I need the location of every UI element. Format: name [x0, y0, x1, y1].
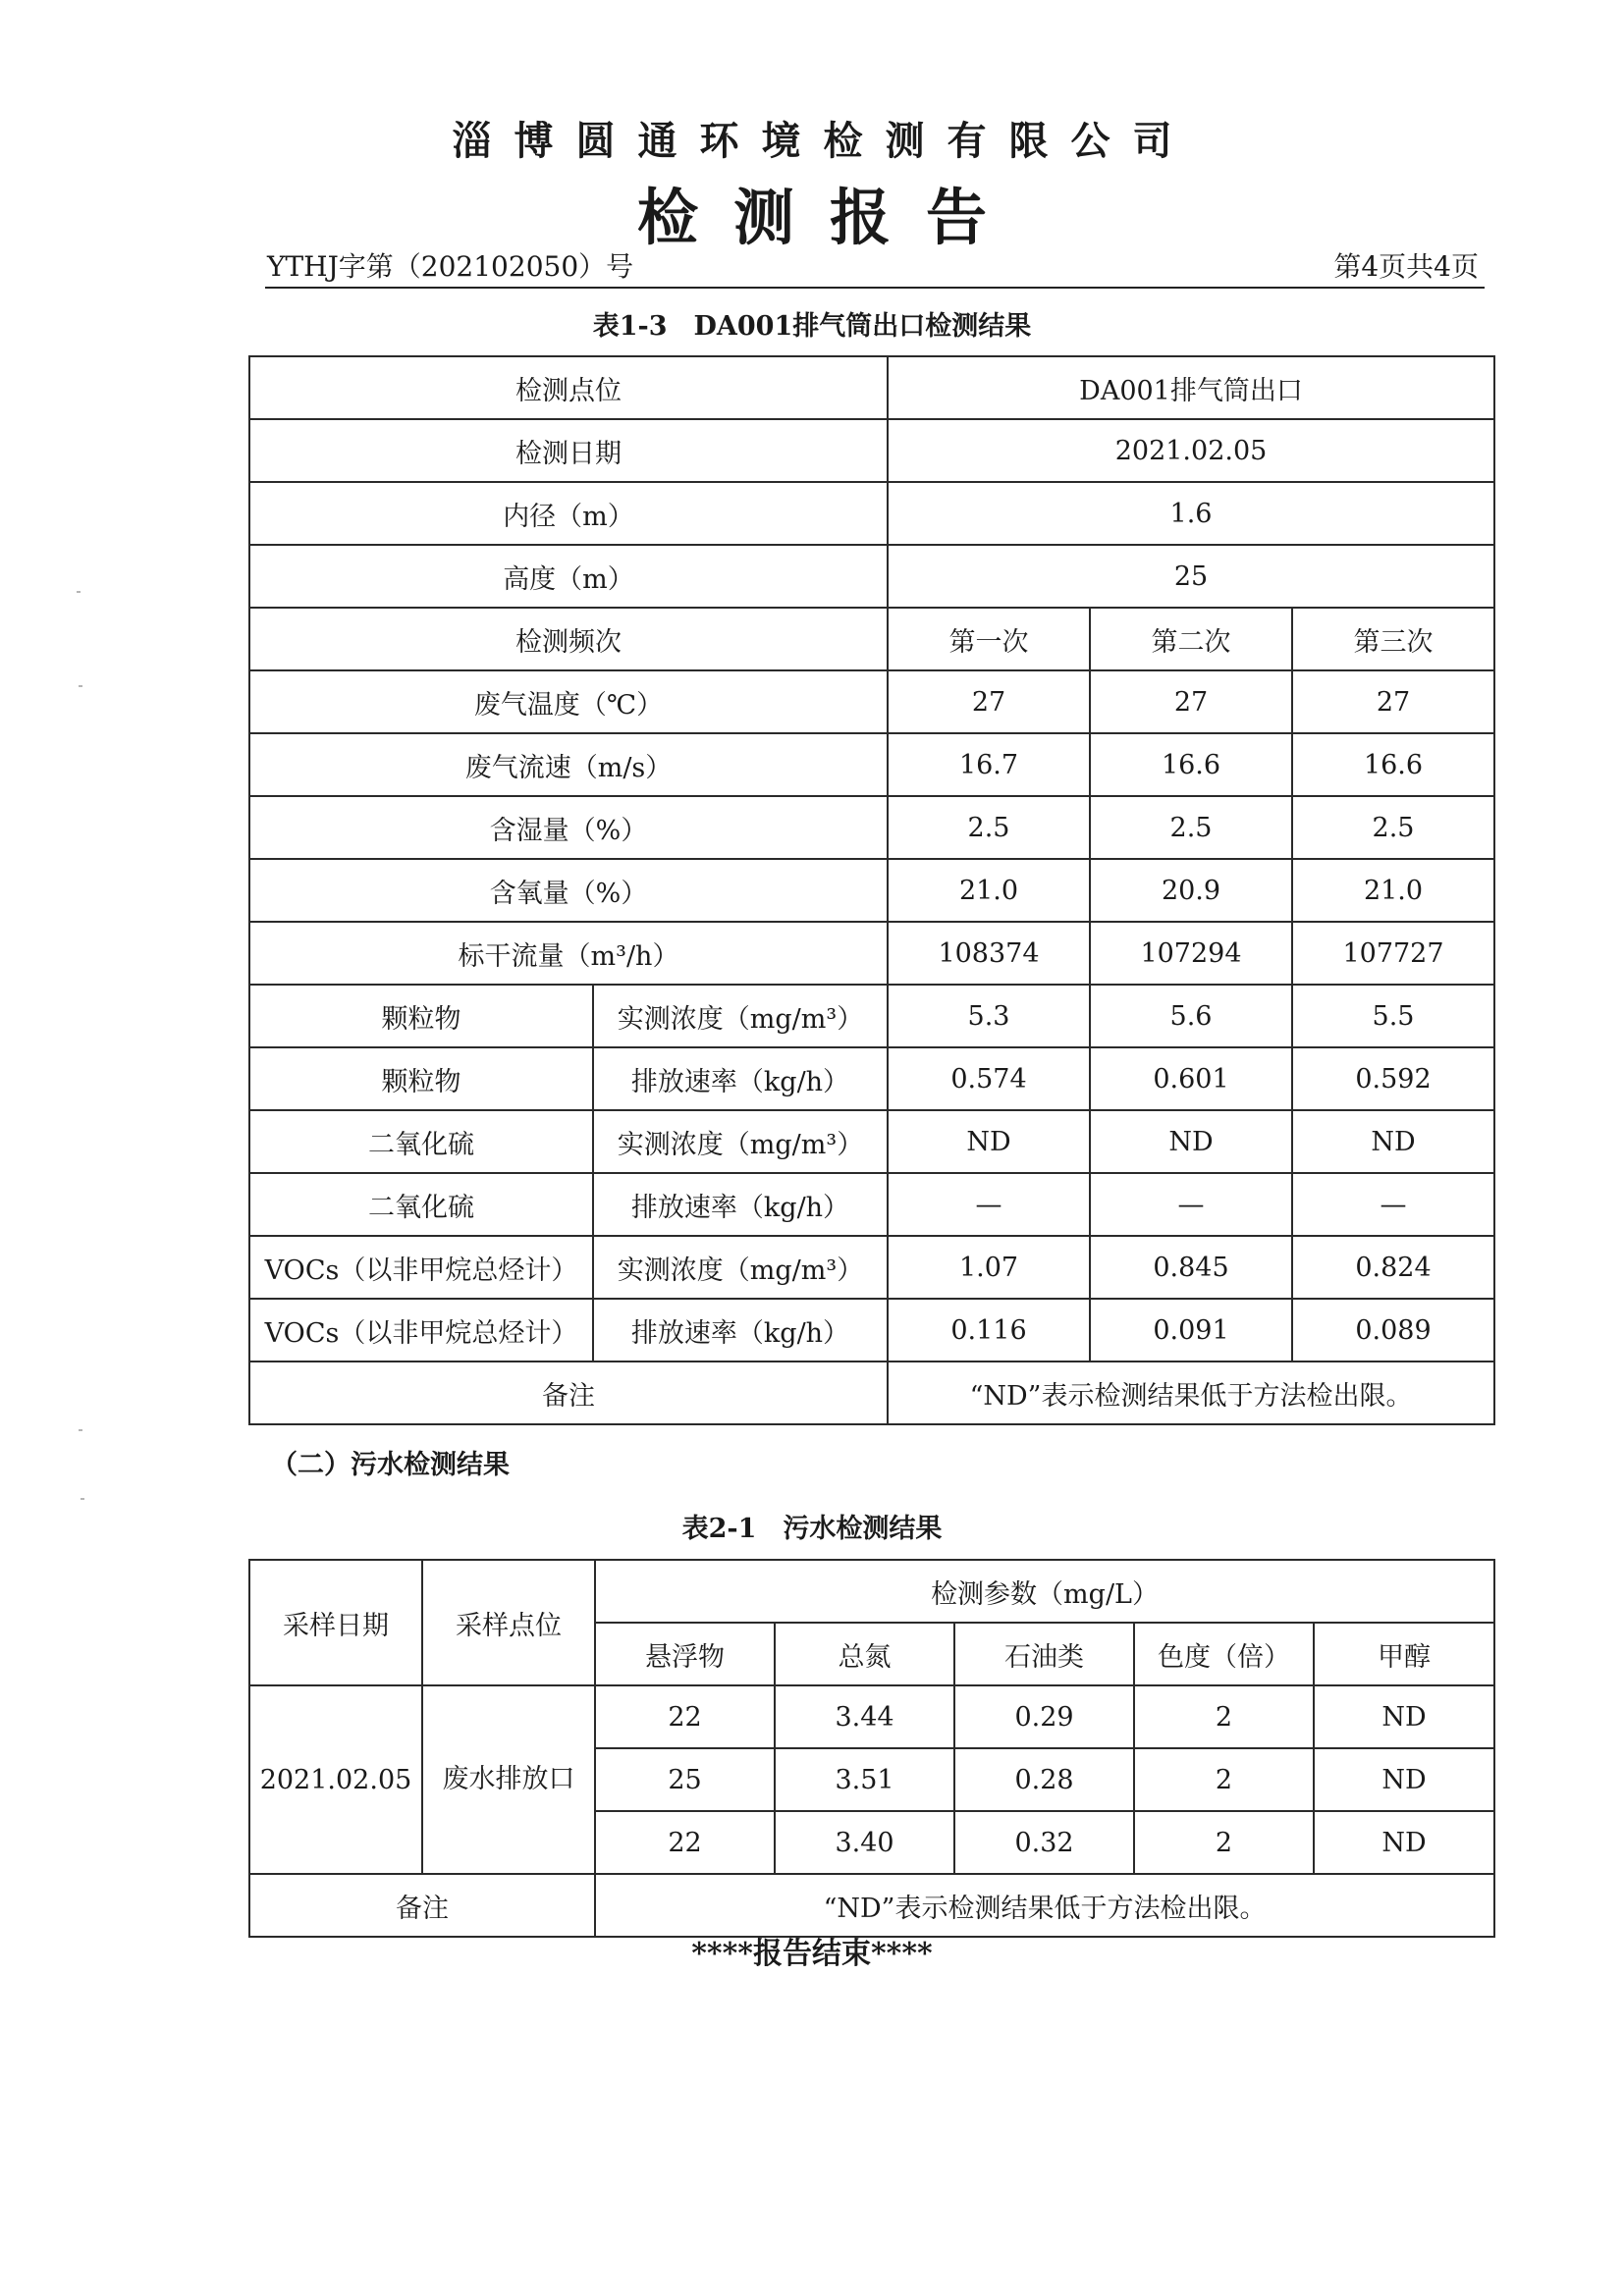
row-label: 标干流量（m³/h）: [249, 922, 888, 985]
cell-value: 0.845: [1090, 1236, 1292, 1299]
pollutant-item: 实测浓度（mg/m³）: [593, 985, 888, 1047]
scan-speck: [79, 685, 82, 687]
frequency-3: 第三次: [1292, 608, 1494, 670]
param-header: 甲醇: [1314, 1623, 1494, 1685]
cell-value: 3.44: [775, 1685, 954, 1748]
header-rule: [265, 287, 1485, 289]
diameter-value: 1.6: [888, 482, 1494, 545]
cell-value: 21.0: [1292, 859, 1494, 922]
cell-value: 5.6: [1090, 985, 1292, 1047]
sampling-point-header: 采样点位: [422, 1560, 595, 1685]
sampling-date-header: 采样日期: [249, 1560, 422, 1685]
cell-value: 16.7: [888, 733, 1090, 796]
table-row: [249, 1299, 1494, 1362]
cell-value: 20.9: [1090, 859, 1292, 922]
cell-value: 108374: [888, 922, 1090, 985]
row-label: 废气流速（m/s）: [249, 733, 888, 796]
company-name: 淄博圆通环境检测有限公司: [452, 118, 1195, 164]
table-row: [249, 859, 1494, 922]
cell-value: ND: [888, 1110, 1090, 1173]
pollutant-item: 实测浓度（mg/m³）: [593, 1110, 888, 1173]
table-row: [249, 1236, 1494, 1299]
cell-value: 2: [1134, 1748, 1314, 1811]
pollutant-item: 排放速率（kg/h）: [593, 1047, 888, 1110]
cell-value: 3.40: [775, 1811, 954, 1874]
height-label: 高度（m）: [249, 545, 888, 608]
report-title: 检测报告: [636, 182, 1022, 253]
height-value: 25: [888, 545, 1494, 608]
diameter-label: 内径（m）: [249, 482, 888, 545]
cell-value: ND: [1090, 1110, 1292, 1173]
pollutant-item: 实测浓度（mg/m³）: [593, 1236, 888, 1299]
wastewater-results-table: [248, 1559, 1495, 1938]
cell-value: 16.6: [1292, 733, 1494, 796]
note-label: 备注: [249, 1362, 888, 1424]
table-row: [249, 733, 1494, 796]
cell-value: 107294: [1090, 922, 1292, 985]
document-number: YTHJ字第（202102050）号: [267, 250, 634, 283]
cell-value: 21.0: [888, 859, 1090, 922]
table1-caption: 表1-3 DA001排气筒出口检测结果: [592, 311, 1032, 342]
cell-value: 0.28: [954, 1748, 1134, 1811]
cell-value: 22: [595, 1811, 775, 1874]
section-title: （二）污水检测结果: [271, 1450, 510, 1480]
note-text: “ND”表示检测结果低于方法检出限。: [888, 1362, 1494, 1424]
param-header: 总氮: [775, 1623, 954, 1685]
cell-value: 27: [1090, 670, 1292, 733]
cell-value: 2.5: [1292, 796, 1494, 859]
report-end-marker: ****报告结束****: [691, 1937, 933, 1971]
cell-value: 25: [595, 1748, 775, 1811]
table-row: [249, 922, 1494, 985]
pollutant-item: 排放速率（kg/h）: [593, 1299, 888, 1362]
frequency-2: 第二次: [1090, 608, 1292, 670]
param-header: 色度（倍）: [1134, 1623, 1314, 1685]
cell-value: ND: [1292, 1110, 1494, 1173]
table-row: [249, 1110, 1494, 1173]
scan-speck: [77, 591, 81, 593]
pollutant-item: 排放速率（kg/h）: [593, 1173, 888, 1236]
cell-value: ND: [1314, 1748, 1494, 1811]
cell-value: 0.089: [1292, 1299, 1494, 1362]
cell-value: —: [1292, 1173, 1494, 1236]
cell-value: ND: [1314, 1811, 1494, 1874]
table-row: [249, 1560, 1494, 1623]
cell-value: 0.824: [1292, 1236, 1494, 1299]
cell-value: 0.592: [1292, 1047, 1494, 1110]
table-row: [249, 985, 1494, 1047]
pollutant-name: 二氧化硫: [249, 1173, 593, 1236]
scan-speck: [79, 1429, 82, 1431]
pollutant-name: 二氧化硫: [249, 1110, 593, 1173]
param-header: 石油类: [954, 1623, 1134, 1685]
note-label: 备注: [249, 1874, 595, 1937]
date-label: 检测日期: [249, 419, 888, 482]
table-row: [249, 1874, 1494, 1937]
cell-value: 0.32: [954, 1811, 1134, 1874]
cell-value: 0.29: [954, 1685, 1134, 1748]
param-group-header: 检测参数（mg/L）: [595, 1560, 1494, 1623]
row-label: 含湿量（%）: [249, 796, 888, 859]
frequency-1: 第一次: [888, 608, 1090, 670]
row-label: 废气温度（℃）: [249, 670, 888, 733]
cell-value: 5.5: [1292, 985, 1494, 1047]
cell-value: 107727: [1292, 922, 1494, 985]
table-row: [249, 796, 1494, 859]
pollutant-name: 颗粒物: [249, 1047, 593, 1110]
cell-value: 0.091: [1090, 1299, 1292, 1362]
page-number: 第4页共4页: [1333, 250, 1479, 283]
cell-value: 27: [888, 670, 1090, 733]
exhaust-results-table: [248, 355, 1495, 1425]
table-row: [249, 1685, 1494, 1748]
cell-value: 0.574: [888, 1047, 1090, 1110]
sampling-date: 2021.02.05: [249, 1685, 422, 1874]
table-row: [249, 608, 1494, 670]
point-value: DA001排气筒出口: [888, 356, 1494, 419]
pollutant-name: VOCs（以非甲烷总烃计）: [249, 1299, 593, 1362]
scan-speck: [81, 1498, 84, 1500]
cell-value: 2.5: [1090, 796, 1292, 859]
cell-value: —: [1090, 1173, 1292, 1236]
table-row: [249, 1173, 1494, 1236]
table-row: [249, 1047, 1494, 1110]
row-label: 含氧量（%）: [249, 859, 888, 922]
cell-value: 16.6: [1090, 733, 1292, 796]
table-row: [249, 356, 1494, 419]
cell-value: —: [888, 1173, 1090, 1236]
cell-value: 27: [1292, 670, 1494, 733]
param-header: 悬浮物: [595, 1623, 775, 1685]
table-row: [249, 419, 1494, 482]
note-text: “ND”表示检测结果低于方法检出限。: [595, 1874, 1494, 1937]
cell-value: 2.5: [888, 796, 1090, 859]
table-row: [249, 1362, 1494, 1424]
pollutant-name: 颗粒物: [249, 985, 593, 1047]
pollutant-name: VOCs（以非甲烷总烃计）: [249, 1236, 593, 1299]
cell-value: 2: [1134, 1685, 1314, 1748]
cell-value: 5.3: [888, 985, 1090, 1047]
table-row: [249, 482, 1494, 545]
table2-caption: 表2-1 污水检测结果: [681, 1514, 943, 1544]
sampling-point: 废水排放口: [422, 1685, 595, 1874]
date-value: 2021.02.05: [888, 419, 1494, 482]
frequency-label: 检测频次: [249, 608, 888, 670]
cell-value: 0.116: [888, 1299, 1090, 1362]
table-row: [249, 670, 1494, 733]
table-row: [249, 545, 1494, 608]
cell-value: 22: [595, 1685, 775, 1748]
cell-value: 0.601: [1090, 1047, 1292, 1110]
cell-value: 1.07: [888, 1236, 1090, 1299]
cell-value: ND: [1314, 1685, 1494, 1748]
cell-value: 2: [1134, 1811, 1314, 1874]
cell-value: 3.51: [775, 1748, 954, 1811]
point-label: 检测点位: [249, 356, 888, 419]
